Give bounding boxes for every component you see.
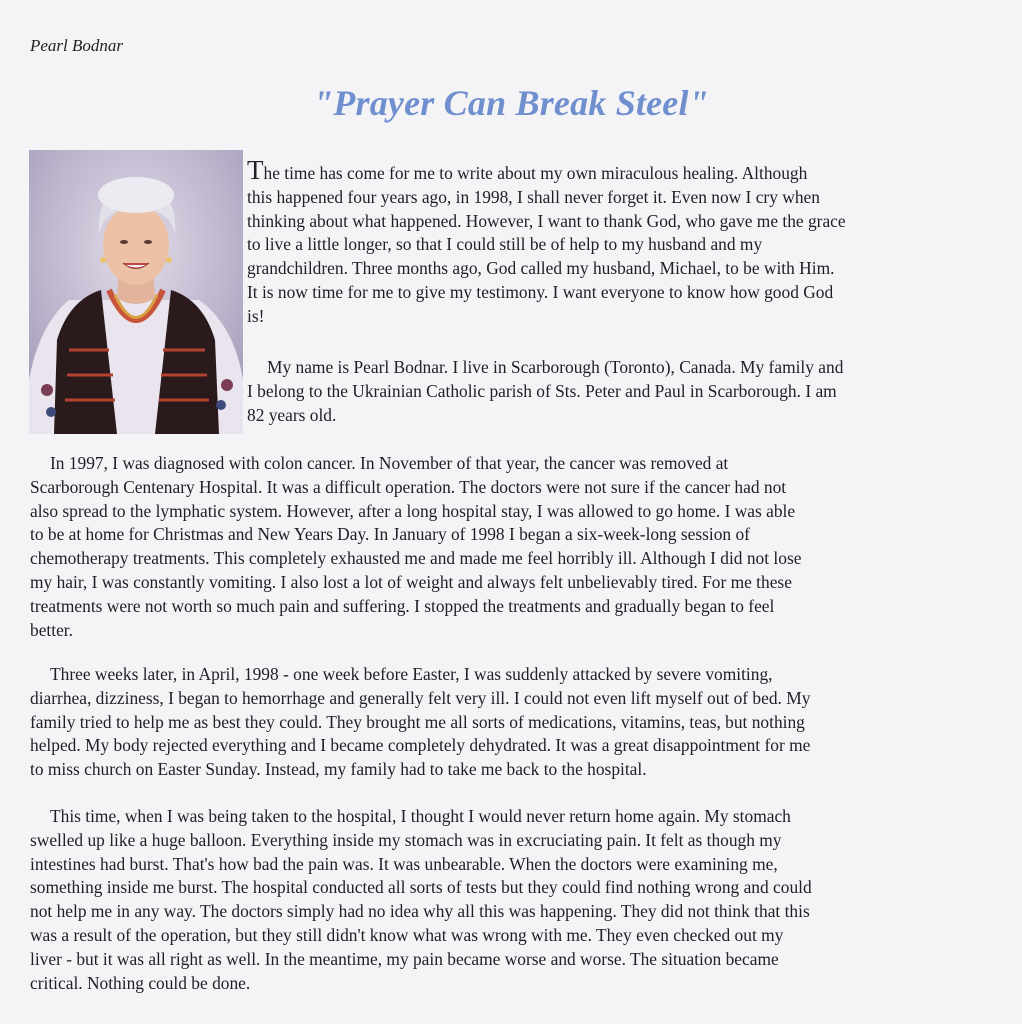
text-line: to be at home for Christmas and New Years Day. In January of 1998 I began a six-week-long session of xyxy=(30,524,750,545)
page-title: "Prayer Can Break Steel" xyxy=(313,83,709,123)
text-line: this happened four years ago, in 1998, I shall never forget it. Even now I cry when xyxy=(247,186,820,207)
paragraph-4 xyxy=(30,663,992,782)
portrait-photo xyxy=(29,150,243,434)
text-line: is! xyxy=(247,305,265,326)
text-line: It is now time for me to give my testimony. I want everyone to know how good God xyxy=(247,281,834,302)
text-line: something inside me burst. The hospital conducted all sorts of tests but they could find nothing wrong and could xyxy=(30,877,812,898)
text-line: was a result of the operation, but they still didn't know what was wrong with me. They even checked out my xyxy=(30,924,784,945)
text-line: critical. Nothing could be done. xyxy=(30,972,251,993)
portrait-photo-icon xyxy=(29,150,243,434)
text-line: 82 years old. xyxy=(247,404,337,425)
text-line: grandchildren. Three months ago, God called my husband, Michael, to be with Him. xyxy=(247,258,835,279)
text-line: I belong to the Ukrainian Catholic parish of Sts. Peter and Paul in Scarborough. I am xyxy=(247,380,837,401)
text-line: treatments were not worth so much pain and suffering. I stopped the treatments and gradually began to feel xyxy=(30,595,775,616)
text-line: not help me in any way. The doctors simply had no idea why all this was happening. They did not think that this xyxy=(30,901,810,922)
text-line: swelled up like a huge balloon. Everything inside my stomach was in excruciating pain. It felt as though my xyxy=(30,829,782,850)
text-line: This time, when I was being taken to the hospital, I thought I would never return home again. My stomach xyxy=(50,806,791,826)
text-line: Three weeks later, in April, 1998 - one week before Easter, I was suddenly attacked by severe vomiting, xyxy=(50,664,773,684)
paragraph-1 xyxy=(247,155,992,329)
text-line: thinking about what happened. However, I want to thank God, who gave me the grace xyxy=(247,210,846,231)
text-line: intestines had burst. That's how bad the pain was. It was unbearable. When the doctors were examining me, xyxy=(30,853,778,874)
paragraph-3 xyxy=(30,452,992,642)
text-line: In 1997, I was diagnosed with colon cancer. In November of that year, the cancer was removed at xyxy=(50,453,729,473)
text-line: Scarborough Centenary Hospital. It was a difficult operation. The doctors were not sure if the cancer had not xyxy=(30,476,787,497)
text-line: also spread to the lymphatic system. However, after a long hospital stay, I was allowed to go home. I was able xyxy=(30,500,796,521)
text-line: my hair, I was constantly vomiting. I also lost a lot of weight and always felt unbelievably tired. For me these xyxy=(30,571,792,592)
text-line: to live a little longer, so that I could still be of help to my husband and my xyxy=(247,234,763,255)
text-line: to miss church on Easter Sunday. Instead, my family had to take me back to the hospital. xyxy=(30,759,647,780)
text-line: chemotherapy treatments. This completely exhausted me and made me feel horribly ill. Although I did not lose xyxy=(30,548,802,569)
text-line: he time has come for me to write about my own miraculous healing. Although xyxy=(263,163,808,183)
paragraph-2 xyxy=(247,356,992,427)
text-line: helped. My body rejected everything and I became completely dehydrated. It was a great disappointment for me xyxy=(30,735,811,756)
text-line: diarrhea, dizziness, I began to hemorrhage and generally felt very ill. I could not even lift myself out of bed. My xyxy=(30,687,811,708)
drop-cap: T xyxy=(247,155,264,185)
text-line: My name is Pearl Bodnar. I live in Scarborough (Toronto), Canada. My family and xyxy=(267,357,844,377)
text-line: better. xyxy=(30,619,73,640)
text-line: family tried to help me as best they could. They brought me all sorts of medications, vitamins, teas, but nothing xyxy=(30,711,805,732)
author-name: Pearl Bodnar xyxy=(30,36,124,55)
paragraph-5 xyxy=(30,805,992,995)
text-line: liver - but it was all right as well. In the meantime, my pain became worse and worse. The situation became xyxy=(30,948,779,969)
